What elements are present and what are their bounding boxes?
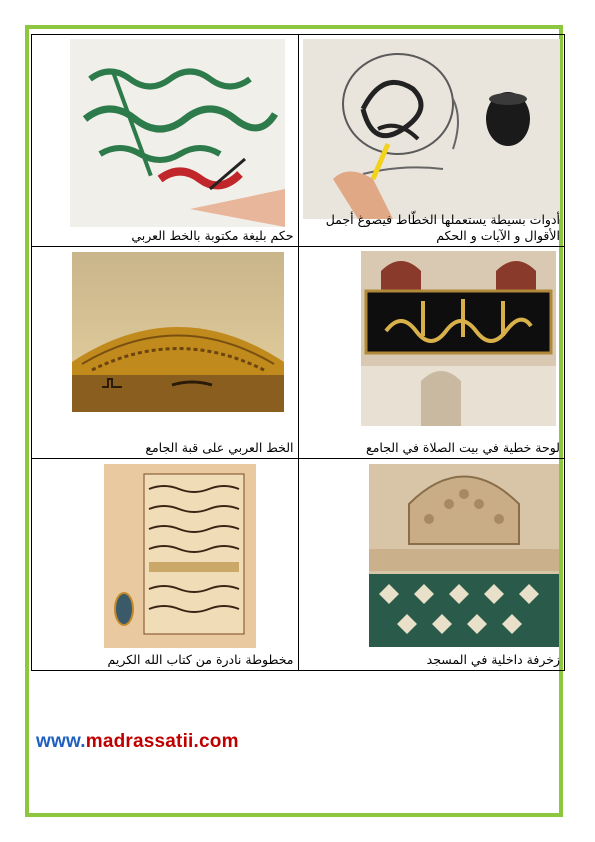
wisdom-calligraphy-photo (70, 39, 285, 227)
mosque-decoration-photo (369, 464, 559, 647)
caption-panel: لوحة خطية في بيت الصلاة في الجامع (366, 440, 560, 455)
card-decoration (298, 459, 565, 671)
prayer-hall-panel-photo (361, 251, 556, 426)
url-prefix: www. (36, 731, 86, 752)
card-manuscript (32, 459, 299, 671)
url-main: madrassatii (85, 731, 194, 752)
image-grid (31, 34, 565, 671)
caption-wisdom: حكم بليغة مكتوبة بالخط العربي (131, 228, 294, 243)
caption-decoration: زخرفة داخلية في المسجد (426, 652, 560, 667)
card-dome (32, 247, 299, 459)
url-suffix: .com (193, 731, 239, 752)
card-tools (298, 35, 565, 247)
card-wisdom (32, 35, 299, 247)
quran-manuscript-photo (104, 464, 256, 648)
card-panel (298, 247, 565, 459)
dome-calligraphy-photo (72, 252, 284, 412)
website-link[interactable] (36, 731, 239, 753)
calligrapher-tools-photo (303, 39, 560, 219)
caption-manuscript: مخطوطة نادرة من كتاب الله الكريم (107, 652, 294, 667)
caption-tools: أدوات بسيطة يستعملها الخطّاط فيصوغ أجمل الأقوال و الآيات و الحكم (325, 212, 560, 243)
caption-dome: الخط العربي على قبة الجامع (145, 440, 294, 455)
